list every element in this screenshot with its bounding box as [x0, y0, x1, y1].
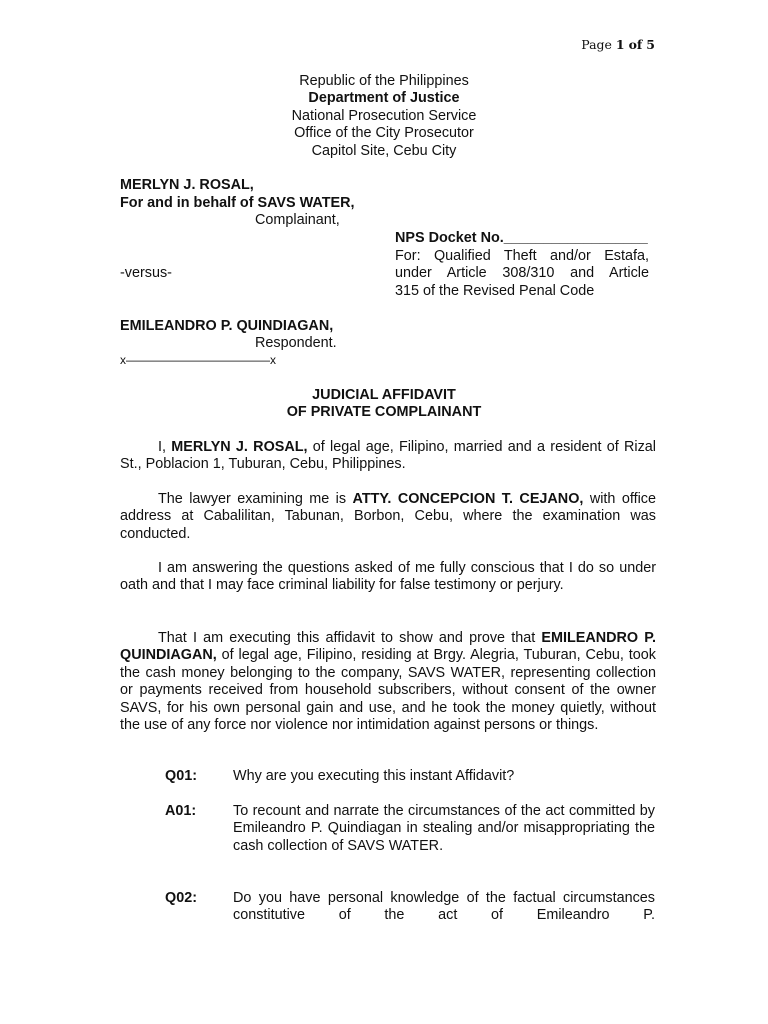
question-label: Q02:: [165, 890, 197, 906]
header-department: Department of Justice: [308, 90, 460, 107]
respondent-name: EMILEANDRO P. QUINDIAGAN,: [120, 318, 334, 334]
document-subtitle: OF PRIVATE COMPLAINANT: [286, 404, 482, 420]
charge-line-2: under Article 308/310 and Article: [395, 265, 649, 281]
versus-label: -versus-: [120, 265, 172, 281]
docket-number: NPS Docket No.__________________: [395, 230, 648, 246]
affiant-name: MERLYN J. ROSAL,: [171, 439, 308, 455]
page-current: 1: [615, 37, 625, 52]
respondent-role: Respondent.: [255, 335, 337, 351]
question-text: Why are you executing this instant Affidavit?: [233, 768, 515, 784]
respondent-name-inline: EMILEANDRO P. QUINDIAGAN,: [120, 630, 657, 664]
complainant-role: Complainant,: [255, 212, 340, 228]
page-total: 5: [646, 37, 655, 52]
page-of: of: [628, 37, 643, 52]
document-header: [0, 73, 768, 160]
paragraph-lawyer: The lawyer examining me is ATTY. CONCEPCION T. CEJANO, with office address at Cabalilitan, Tabunan, Borbon, Cebu, where the examination was conducted.: [120, 491, 656, 542]
question-text: Do you have personal knowledge of the factual circumstances constitutive of the act of Emileandro P.: [233, 890, 655, 924]
lawyer-name: ATTY. CONCEPCION T. CEJANO,: [352, 491, 584, 507]
complainant-name: MERLYN J. ROSAL,: [120, 177, 254, 193]
page-number: Page 1 of 5: [581, 37, 655, 52]
header-republic: Republic of the Philippines: [299, 73, 469, 89]
answer-text: To recount and narrate the circumstances of the act committed by Emileandro P. Quindiagan in stealing and/or misappropriating the cash collection of SAVS WATER.: [233, 803, 655, 854]
header-location: Capitol Site, Cebu City: [311, 142, 457, 159]
question-label: Q01:: [165, 768, 197, 784]
caption-separator: x————————————x: [120, 353, 276, 367]
paragraph-purpose: That I am executing this affidavit to show and prove that EMILEANDRO P. QUINDIAGAN, of legal age, Filipino, residing at Brgy. Alegria, Tuburan, Cebu, took the cash money belonging to the company, SAVS WATER, representing collection or payments received from household subscribers, without consent of the owner SAVS, for his own personal gain and use, and he took the money quietly, without the use of any force nor violence nor intimidation against persons or things.: [120, 630, 657, 734]
header-office: Office of the City Prosecutor: [294, 125, 474, 142]
answer-label: A01:: [165, 803, 197, 819]
charge-line-3: 315 of the Revised Penal Code: [395, 283, 595, 299]
complainant-behalf: For and in behalf of SAVS WATER,: [120, 195, 355, 211]
header-service: National Prosecution Service: [291, 107, 477, 124]
paragraph-affiant: I, MERLYN J. ROSAL, of legal age, Filipino, married and a resident of Rizal St., Poblacion 1, Tuburan, Cebu, Philippines.: [120, 439, 656, 473]
document-title: JUDICIAL AFFIDAVIT: [312, 387, 456, 403]
charge-line-1: For: Qualified Theft and/or Estafa,: [395, 248, 649, 264]
paragraph-oath: I am answering the questions asked of me fully conscious that I do so under oath and that I may face criminal liability for false testimony or perjury.: [120, 560, 656, 594]
